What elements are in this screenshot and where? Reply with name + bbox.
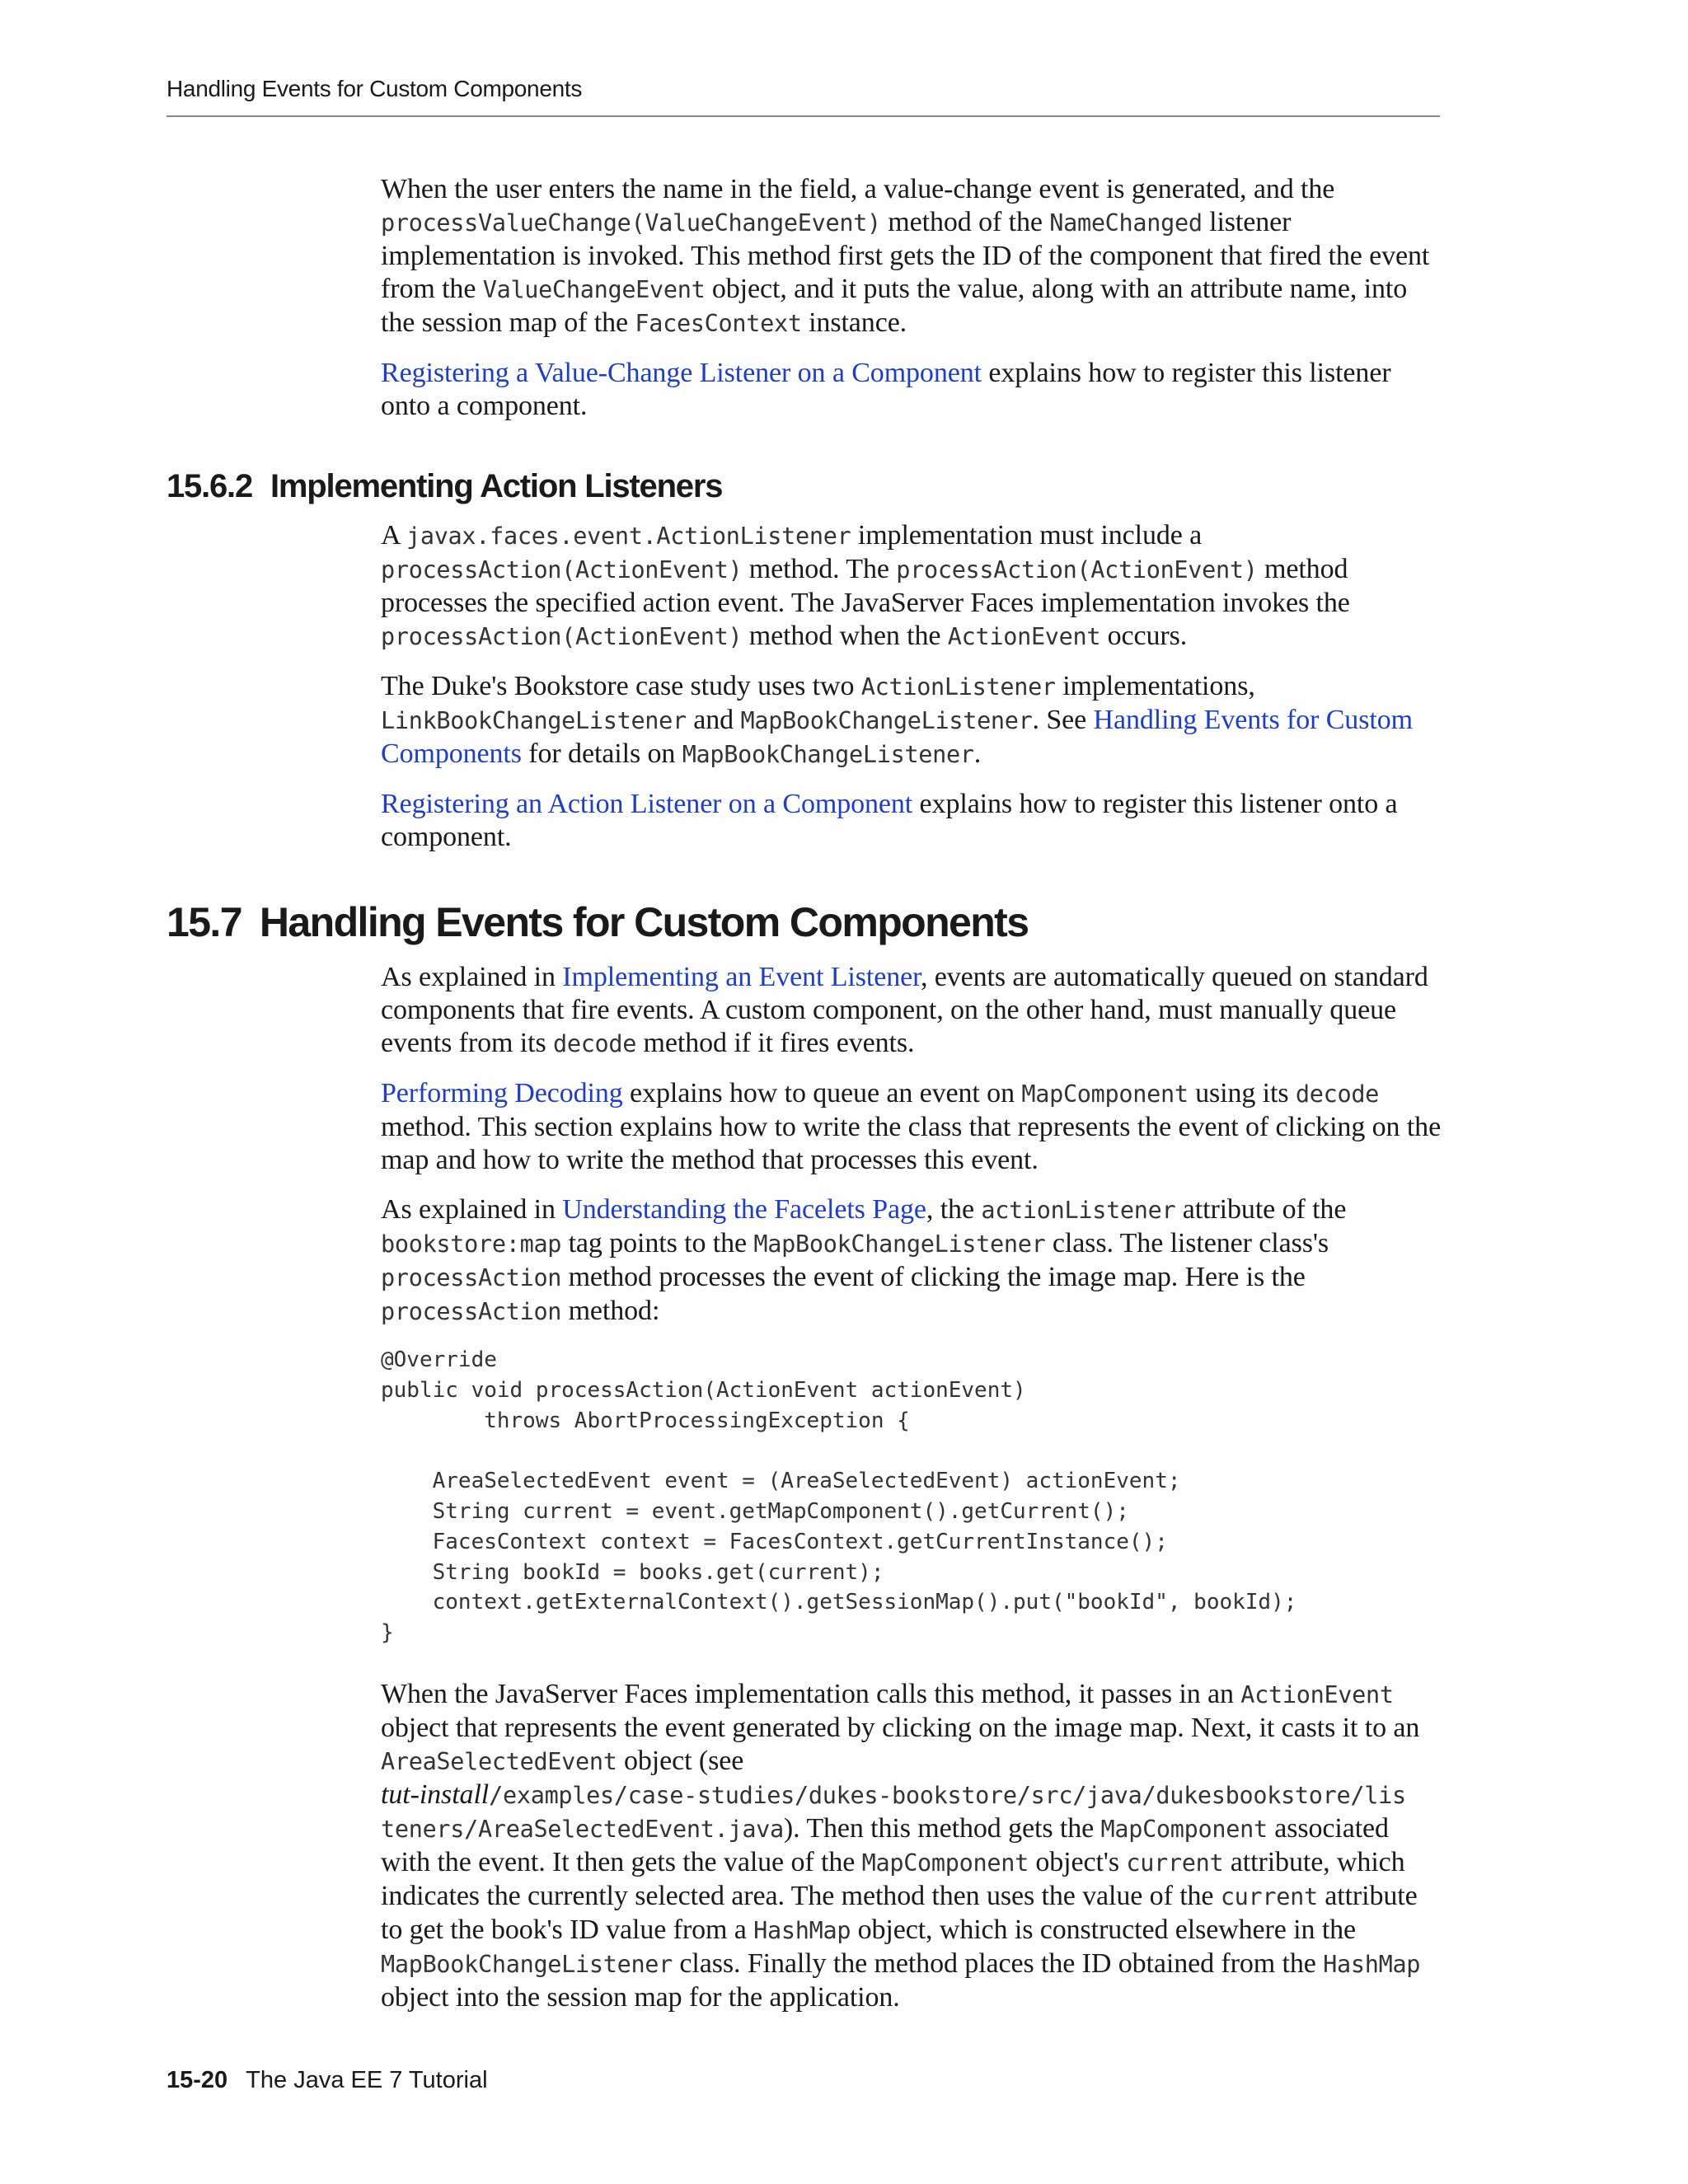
inline-code: ValueChangeEvent — [482, 276, 706, 303]
inline-code: HashMap — [1323, 1951, 1421, 1978]
inline-code: processAction — [381, 1264, 562, 1291]
inline-code: current — [1220, 1883, 1318, 1910]
inline-code: ActionEvent — [947, 623, 1101, 650]
inline-code: bookstore:map — [381, 1230, 562, 1258]
section-body-continued — [381, 1678, 1444, 2014]
inline-code: /examples/case-studies/dukes-bookstore/src/java/dukesbookstore/lis — [489, 1782, 1406, 1809]
code-block: @Override public void processAction(ActionEvent actionEvent) throws AbortProcessingException { AreaSelectedEvent event = (AreaSelectedEvent) actionEvent; String current = event.getMapComponent().getCurrent(); FacesContext context = FacesContext.getCurrentInstance(); String bookId = books.get(current); context.getExternalContext().getSessionMap().put("bookId", bookId); } — [381, 1347, 1297, 1646]
inline-code: HashMap — [753, 1917, 851, 1944]
subsection-body — [381, 519, 1444, 854]
cross-reference-link[interactable]: Handling Events for Custom Components — [381, 705, 1413, 769]
inline-code: processAction(ActionEvent) — [896, 556, 1258, 583]
intro-block — [381, 173, 1444, 423]
paragraph: When the JavaServer Faces implementation calls this method, it passes in an ActionEvent object that represents the event generated by clicking on the image map. Next, it casts it to an AreaSelectedEvent object (see tut-install/examples/case-studies/dukes-bookstore/src/java/dukesbookstore/lis teners/AreaSelectedEvent.java). Then this method gets the MapComponent associated with the event. It then gets the value of the MapComponent object's current attribute, which indicates the currently selected area. The method then uses the value of the current attribute to get the book's ID value from a HashMap object, which is constructed elsewhere in the MapBookChangeListener class. Finally the method places the ID obtained from the HashMap object into the session map for the application. — [381, 1679, 1421, 2013]
page-number: 15-20 — [166, 2067, 228, 2093]
section-body — [381, 961, 1444, 1329]
cross-reference-link[interactable]: Registering an Action Listener on a Component — [381, 789, 913, 819]
section-title: Handling Events for Custom Components — [259, 899, 1029, 945]
header-divider — [166, 115, 1440, 117]
section-heading — [166, 898, 1028, 946]
cross-reference-link[interactable]: Understanding the Facelets Page — [562, 1194, 926, 1225]
inline-code: MapBookChangeListener — [740, 707, 1033, 734]
running-header: Handling Events for Custom Components — [166, 76, 583, 101]
inline-code: MapComponent — [1100, 1816, 1268, 1843]
inline-code: javax.faces.event.ActionListener — [406, 523, 851, 550]
inline-code: FacesContext — [635, 310, 802, 337]
inline-code: processAction — [381, 1298, 562, 1325]
subsection-number: 15.6.2 — [166, 468, 253, 504]
paragraph: When the user enters the name in the field, a value-change event is generated, and the processValueChange(ValueChangeEvent) method of the NameChanged listener implementation is invoked. This method first gets the ID of the component that fired the event from the ValueChangeEvent object, and it puts the value, along with an attribute name, into the session map of the FacesContext instance. — [381, 174, 1430, 338]
paragraph: As explained in Implementing an Event Listener, events are automatically queued on standard components that fire events. A custom component, on the other hand, must manually queue events from its decode method if it fires events. — [381, 962, 1428, 1058]
inline-code: actionListener — [981, 1197, 1176, 1224]
inline-code: MapBookChangeListener — [381, 1951, 673, 1978]
inline-code: MapComponent — [1021, 1080, 1189, 1108]
inline-code: NameChanged — [1049, 209, 1203, 237]
subsection-heading — [166, 468, 722, 505]
inline-code: processAction(ActionEvent) — [381, 556, 743, 583]
inline-code: MapComponent — [861, 1849, 1029, 1877]
install-path-placeholder: tut-install — [381, 1779, 490, 1810]
inline-code: processValueChange(ValueChangeEvent) — [381, 209, 881, 237]
paragraph: Registering an Action Listener on a Component explains how to register this listener onto a component. — [381, 789, 1398, 852]
page-footer — [166, 2067, 488, 2094]
inline-code: teners/AreaSelectedEvent.java — [381, 1816, 784, 1843]
cross-reference-link[interactable]: Registering a Value-Change Listener on a Component — [381, 358, 982, 388]
paragraph: A javax.faces.event.ActionListener implementation must include a processAction(ActionEvent) method. The processAction(ActionEvent) method processes the specified action event. The JavaServer Faces implementation invokes the processAction(ActionEvent) method when the ActionEvent occurs. — [381, 520, 1350, 651]
inline-code: ActionEvent — [1240, 1681, 1394, 1708]
paragraph: Registering a Value-Change Listener on a Component explains how to register this listener onto a component. — [381, 358, 1391, 421]
code-example — [381, 1345, 1444, 1648]
inline-code: decode — [552, 1030, 637, 1057]
inline-code: MapBookChangeListener — [753, 1230, 1046, 1258]
cross-reference-link[interactable]: Performing Decoding — [381, 1078, 623, 1108]
inline-code: LinkBookChangeListener — [381, 707, 687, 734]
section-number: 15.7 — [166, 899, 241, 945]
paragraph: The Duke's Bookstore case study uses two ActionListener implementations, LinkBookChangeListener and MapBookChangeListener. See Handling Events for Custom Components for details on MapBookChangeListener. — [381, 671, 1413, 769]
inline-code: AreaSelectedEvent — [381, 1748, 617, 1775]
cross-reference-link[interactable]: Implementing an Event Listener — [562, 962, 921, 992]
inline-code: MapBookChangeListener — [682, 741, 974, 768]
inline-code: current — [1126, 1849, 1224, 1877]
paragraph: Performing Decoding explains how to queue an event on MapComponent using its decode method. This section explains how to write the class that represents the event of clicking on the map and how to write the method that processes this event. — [381, 1078, 1442, 1175]
inline-code: decode — [1295, 1080, 1380, 1108]
book-title: The Java EE 7 Tutorial — [246, 2067, 488, 2093]
inline-code: processAction(ActionEvent) — [381, 623, 743, 650]
subsection-title: Implementing Action Listeners — [270, 468, 723, 504]
paragraph: As explained in Understanding the Facelets Page, the actionListener attribute of the bookstore:map tag points to the MapBookChangeListener class. The listener class's processAction method processes the event of clicking the image map. Here is the processAction method: — [381, 1194, 1347, 1326]
inline-code: ActionListener — [860, 673, 1056, 701]
